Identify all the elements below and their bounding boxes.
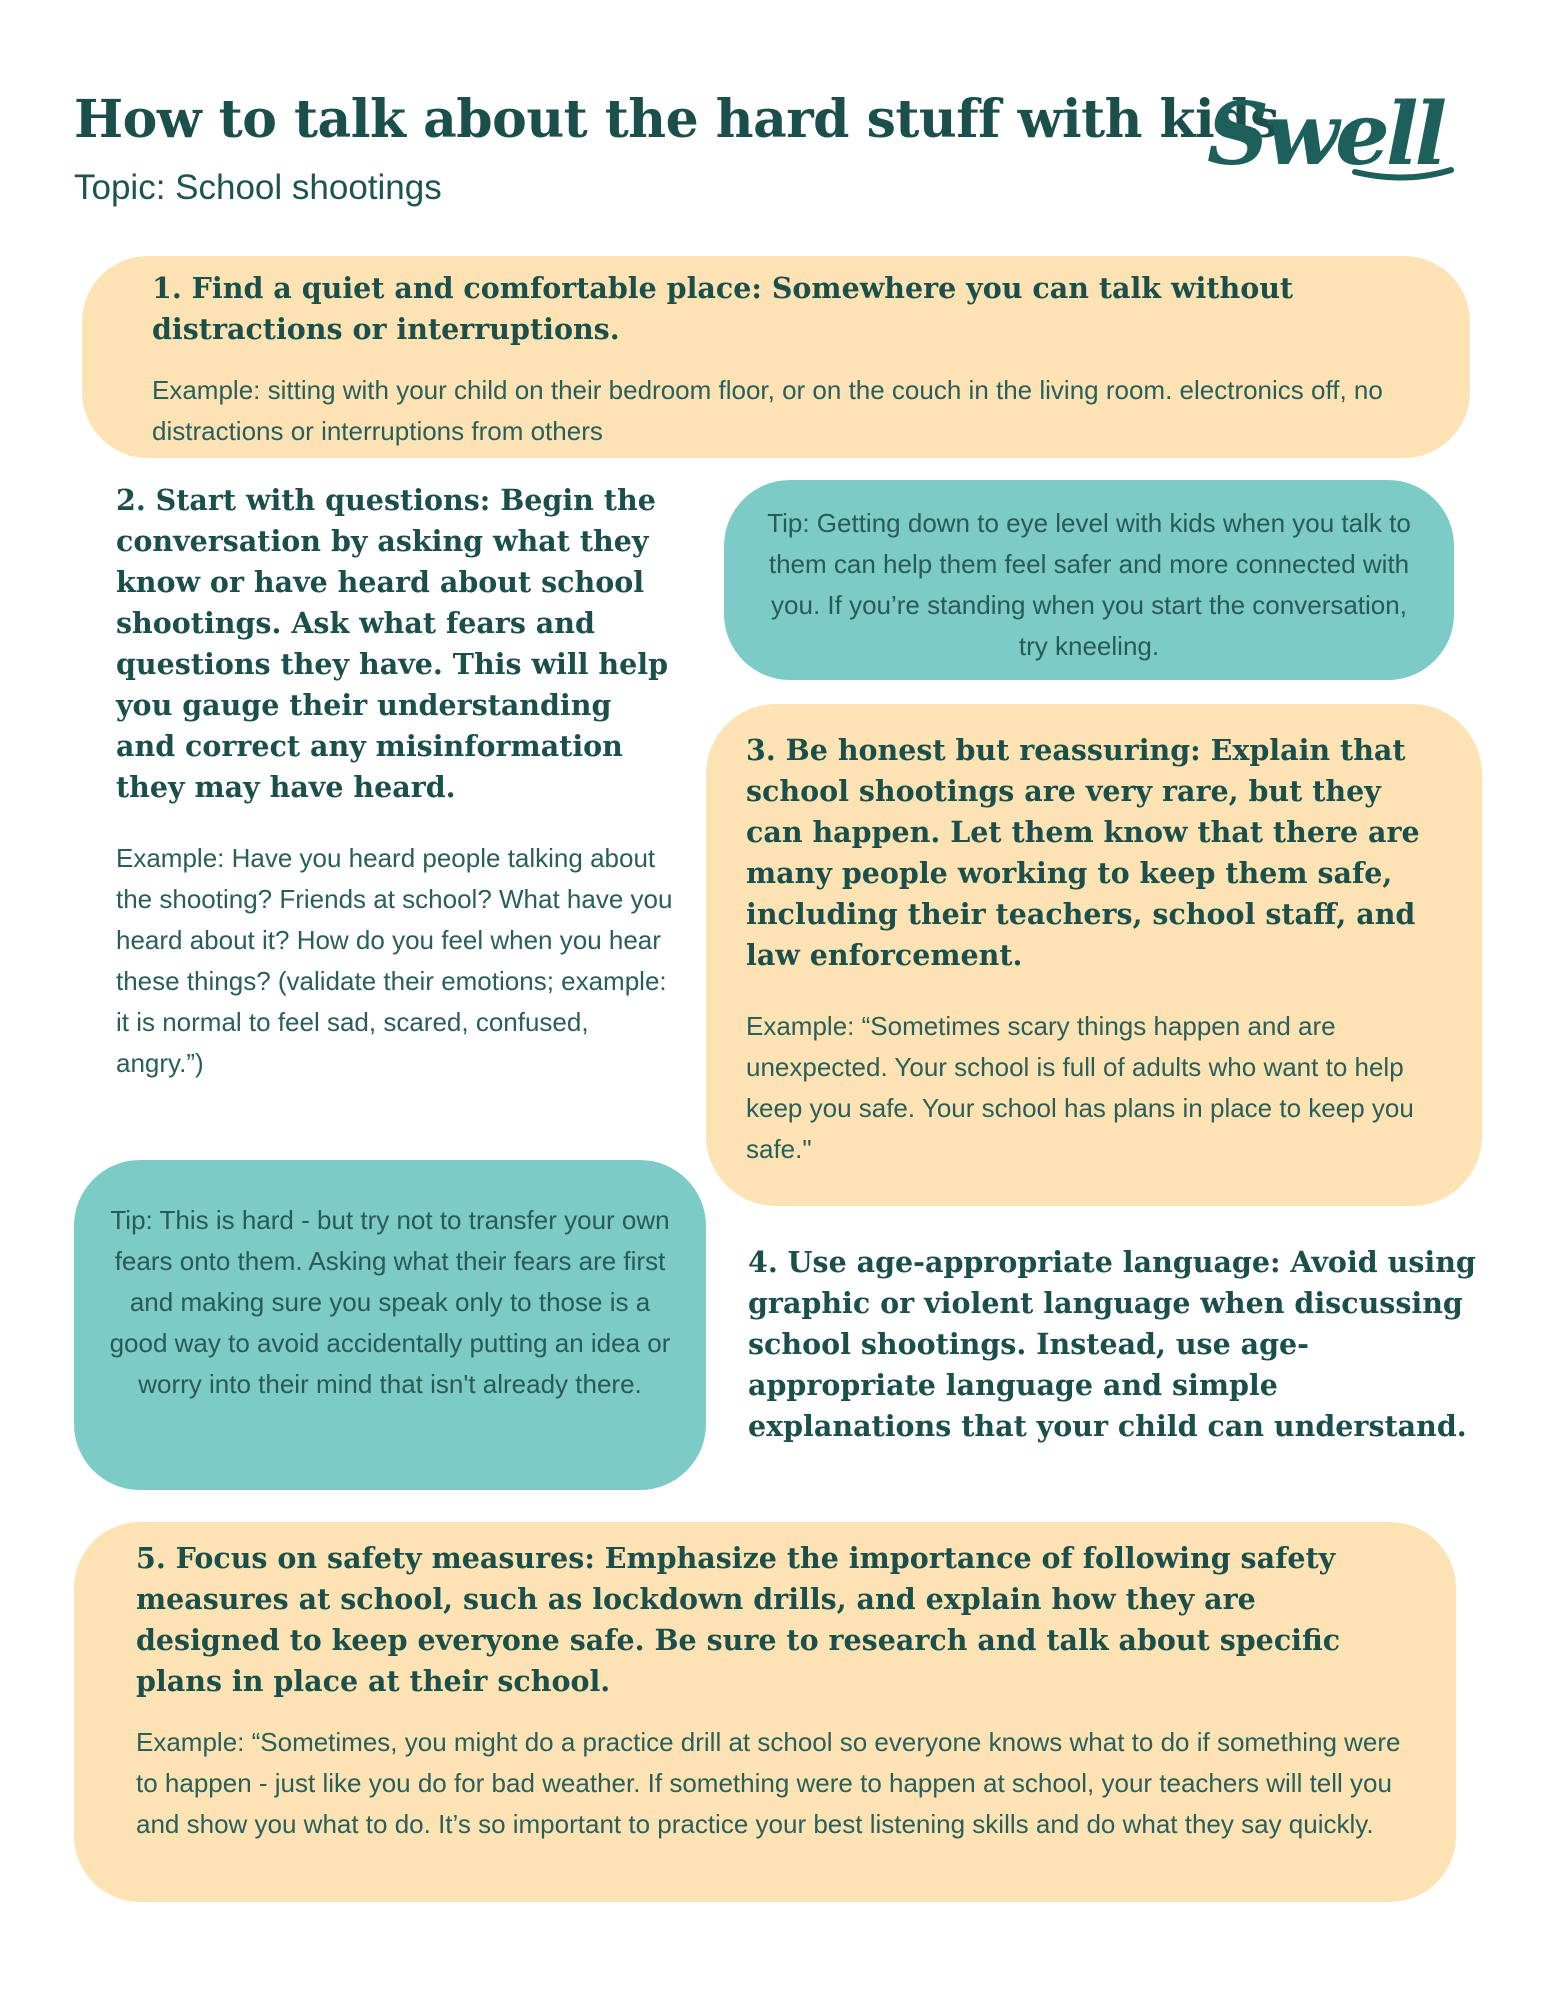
tip-1-text: Tip: Getting down to eye level with kids when you talk to them can help them feel safer and more connected with you. If you’re standing when you start the conversation, try kneeling. [767, 508, 1411, 661]
section-1-card [82, 256, 1470, 458]
tip-card-2 [74, 1160, 706, 1490]
swell-logo [1205, 86, 1455, 186]
section-5-card [74, 1522, 1456, 1902]
page-title: How to talk about the hard stuff with kids [74, 89, 1279, 150]
page-subtitle: Topic: School shootings [74, 168, 442, 207]
section-2-heading: 2. Start with questions: Begin the conversation by asking what they know or have heard about school shootings. Ask what fears and questions they have. This will help you gauge their understanding and correct any misinformation they may have heard. [116, 483, 669, 804]
section-3-heading: 3. Be honest but reassuring: Explain that school shootings are very rare, but they can happen. Let them know that there are many people working to keep them safe, including their teachers, school staff, and law enforcement. [746, 733, 1420, 972]
section-1-example: Example: sitting with your child on their bedroom floor, or on the couch in the living room. electronics off, no distractions or interruptions from others [152, 375, 1383, 446]
tip-2-text: Tip: This is hard - but try not to transfer your own fears onto them. Asking what their fears are first and making sure you speak only to those is a good way to avoid accidentally putting an idea or worry into their mind that isn't already there. [109, 1205, 671, 1399]
section-3-example: Example: “Sometimes scary things happen and are unexpected. Your school is full of adults who want to help keep you safe. Your school has plans in place to keep you safe." [746, 1011, 1414, 1164]
section-2 [116, 480, 676, 1084]
section-4-heading: 4. Use age-appropriate language: Avoid using graphic or violent language when discussing school shootings. Instead, use age-appropriate language and simple explanations that your child can understand. [748, 1245, 1476, 1443]
section-4 [748, 1242, 1478, 1447]
swell-logo-text: Swell [1207, 86, 1444, 185]
section-5-heading: 5. Focus on safety measures: Emphasize the importance of following safety measures at school, such as lockdown drills, and explain how they are designed to keep everyone safe. Be sure to research and talk about specific plans in place at their school. [136, 1541, 1341, 1698]
section-3-card [706, 704, 1482, 1206]
section-2-example: Example: Have you heard people talking about the shooting? Friends at school? What have you heard about it? How do you feel when you hear these things? (validate their emotions; example: it is normal to feel sad, scared, confused, angry.”) [116, 843, 673, 1078]
section-5-example: Example: “Sometimes, you might do a practice drill at school so everyone knows what to do if something were to happen - just like you do for bad weather. If something were to happen at school, your teachers will tell you and show you what to do. It’s so important to practice your best listening skills and do what they say quickly. [136, 1727, 1401, 1839]
section-1-heading: 1. Find a quiet and comfortable place: Somewhere you can talk without distractions or interruptions. [152, 271, 1294, 346]
tip-card-1 [724, 480, 1454, 680]
